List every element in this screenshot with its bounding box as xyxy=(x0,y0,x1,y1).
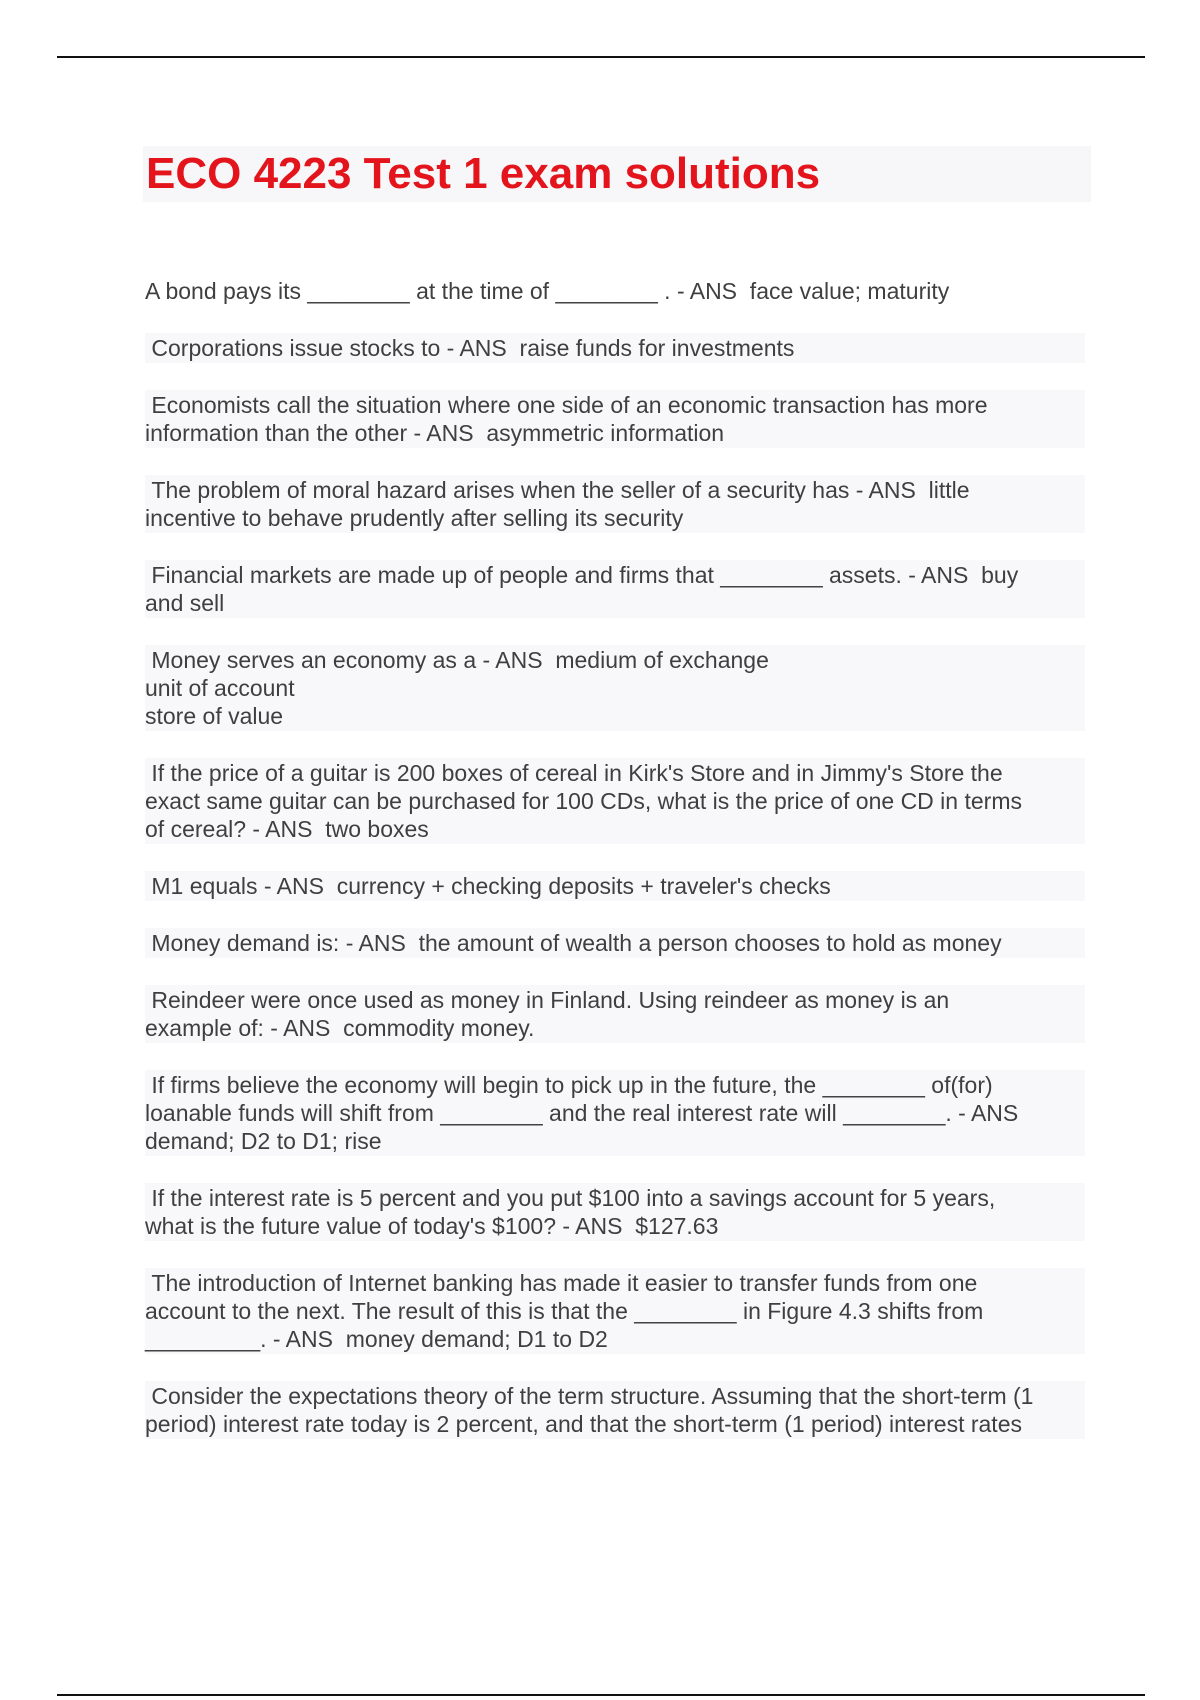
qa-item: Corporations issue stocks to - ANS raise funds for investments xyxy=(145,333,1085,363)
qa-item: Financial markets are made up of people and firms that ________ assets. - ANS buy and sell xyxy=(145,560,1085,618)
qa-item: Reindeer were once used as money in Finland. Using reindeer as money is an example of: - ANS commodity money. xyxy=(145,985,1085,1043)
qa-item: M1 equals - ANS currency + checking deposits + traveler's checks xyxy=(145,871,1085,901)
qa-item: Money demand is: - ANS the amount of wealth a person chooses to hold as money xyxy=(145,928,1085,958)
qa-item: If the interest rate is 5 percent and you put $100 into a savings account for 5 years, what is the future value of today's $100? - ANS $127.63 xyxy=(145,1183,1085,1241)
qa-item: A bond pays its ________ at the time of ________ . - ANS face value; maturity xyxy=(145,278,950,304)
qa-item: The problem of moral hazard arises when the seller of a security has - ANS little incentive to behave prudently after selling its security xyxy=(145,475,1085,533)
qa-item: The introduction of Internet banking has made it easier to transfer funds from one account to the next. The result of this is that the ________ in Figure 4.3 shifts from _________. - ANS money demand; D1 to D2 xyxy=(145,1268,1085,1354)
footer-rule xyxy=(57,1694,1145,1696)
qa-list xyxy=(145,276,1085,1466)
header-rule xyxy=(57,56,1145,58)
qa-item: If the price of a guitar is 200 boxes of cereal in Kirk's Store and in Jimmy's Store the exact same guitar can be purchased for 100 CDs, what is the price of one CD in terms of cereal? - ANS two boxes xyxy=(145,758,1085,844)
qa-item: Money serves an economy as a - ANS medium of exchange unit of account store of value xyxy=(145,645,1085,731)
document-title: ECO 4223 Test 1 exam solutions xyxy=(146,149,821,198)
qa-item: Economists call the situation where one side of an economic transaction has more information than the other - ANS asymmetric information xyxy=(145,390,1085,448)
qa-item: If firms believe the economy will begin to pick up in the future, the ________ of(for) loanable funds will shift from ________ and the real interest rate will ________. - ANS demand; D2 to D1; rise xyxy=(145,1070,1085,1156)
qa-item: Consider the expectations theory of the term structure. Assuming that the short-term (1 period) interest rate today is 2 percent, and that the short-term (1 period) interest rates xyxy=(145,1381,1085,1439)
